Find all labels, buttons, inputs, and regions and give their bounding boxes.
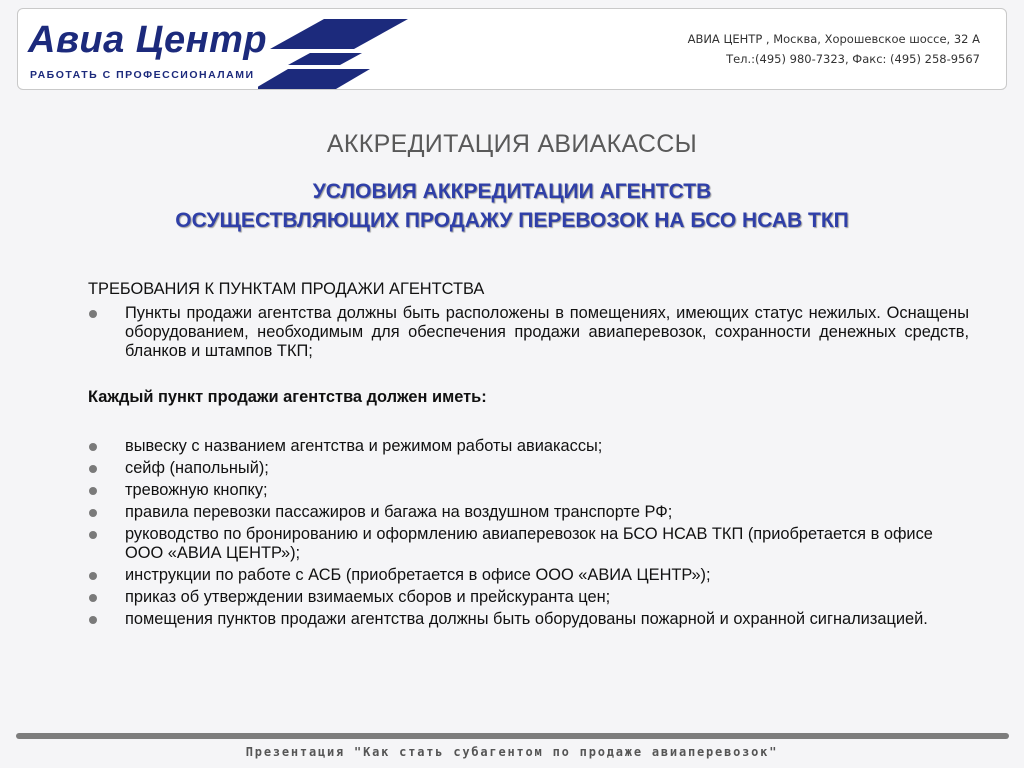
- list-item: [88, 588, 969, 607]
- bullet-icon: [89, 531, 97, 539]
- contact-address: АВИА ЦЕНТР , Москва, Хорошевское шоссе, 32 А: [687, 32, 980, 46]
- list-item-text: приказ об утверждении взимаемых сборов и прейскуранта цен;: [125, 588, 611, 606]
- list-item-text: сейф (напольный);: [125, 459, 269, 477]
- footer-caption: Презентация "Как стать субагентом по продаже авиаперевозок": [245, 745, 779, 759]
- page-title: АККРЕДИТАЦИЯ АВИАКАССЫ: [326, 130, 698, 158]
- list-item: [88, 566, 969, 585]
- list-item-text: помещения пунктов продажи агентства должны быть оборудованы пожарной и охранной сигнализацией.: [125, 610, 928, 628]
- bullet-icon: [89, 572, 97, 580]
- contact-info: [688, 29, 980, 69]
- bullet-icon: [89, 509, 97, 517]
- bullet-icon: [89, 310, 97, 318]
- subtitle-line-1: УСЛОВИЯ АККРЕДИТАЦИИ АГЕНТСТВ: [312, 180, 712, 203]
- list-item-text: инструкции по работе с АСБ (приобретается в офисе ООО «АВИА ЦЕНТР»);: [125, 566, 711, 584]
- bullet-icon: [89, 487, 97, 495]
- list-item: [88, 304, 969, 361]
- bullet-icon: [89, 616, 97, 624]
- list-item-text: Пункты продажи агентства должны быть расположены в помещениях, имеющих статус нежилых. Оснащены оборудованием, необходимым для обеспечения продажи авиаперевозок, сохранности денежных средств, бланков и штампов ТКП;: [125, 304, 969, 360]
- bullet-icon: [89, 594, 97, 602]
- bullet-icon: [89, 443, 97, 451]
- footer-divider: [16, 733, 1009, 739]
- header: [17, 8, 1007, 90]
- section-heading: ТРЕБОВАНИЯ К ПУНКТАМ ПРОДАЖИ АГЕНТСТВА: [88, 280, 485, 298]
- list-item: [88, 459, 969, 478]
- subtitle-line-2: ОСУЩЕСТВЛЯЮЩИХ ПРОДАЖУ ПЕРЕВОЗОК НА БСО НСАВ ТКП: [175, 209, 849, 232]
- list-item: [88, 503, 969, 522]
- list-item: [88, 610, 969, 629]
- logo-text: Авиа Центр: [28, 19, 268, 61]
- equipment-list: [88, 437, 969, 629]
- list-item: [88, 481, 969, 500]
- list-item-text: руководство по бронированию и оформлению авиаперевозок на БСО НСАВ ТКП (приобретается в офисе ООО «АВИА ЦЕНТР»);: [125, 525, 933, 562]
- requirements-list: [88, 304, 969, 361]
- section-lead: Каждый пункт продажи агентства должен иметь:: [88, 388, 487, 406]
- main-content: [88, 280, 969, 632]
- page-subtitle: [0, 177, 1024, 235]
- company-logo[interactable]: [28, 13, 408, 89]
- list-item-text: вывеску с названием агентства и режимом работы авиакассы;: [125, 437, 603, 455]
- list-item-text: правила перевозки пассажиров и багажа на воздушном транспорте РФ;: [125, 503, 673, 521]
- logo-slogan: РАБОТАТЬ С ПРОФЕССИОНАЛАМИ: [30, 69, 255, 81]
- list-item: [88, 525, 969, 563]
- logo-wing-icon: [258, 19, 408, 91]
- list-item: [88, 437, 969, 456]
- bullet-icon: [89, 465, 97, 473]
- contact-phone: Тел.:(495) 980-7323, Факс: (495) 258-9567: [726, 52, 980, 66]
- list-item-text: тревожную кнопку;: [125, 481, 268, 499]
